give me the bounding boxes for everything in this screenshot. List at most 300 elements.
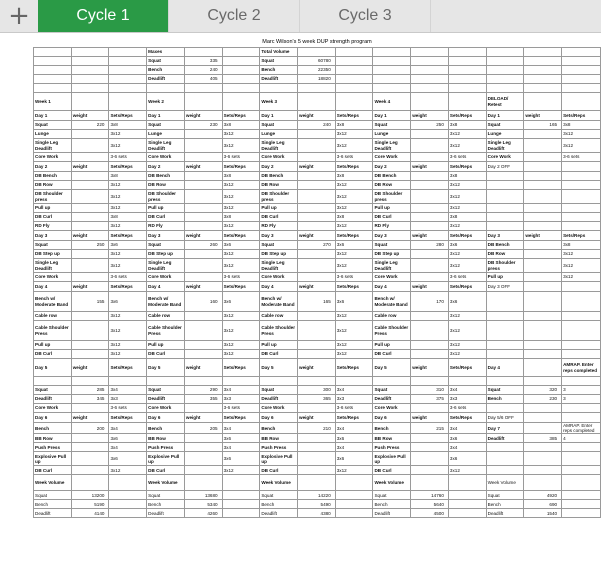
- empty-cell[interactable]: [524, 75, 562, 84]
- weight-value[interactable]: 270: [298, 241, 336, 250]
- day-header[interactable]: Day 5: [260, 359, 298, 377]
- weight-header[interactable]: weight: [298, 162, 336, 172]
- empty-cell[interactable]: [562, 222, 601, 231]
- exercise-label[interactable]: Single Leg Deadlift: [147, 139, 185, 153]
- exercise-label[interactable]: Squat: [147, 386, 185, 395]
- exercise-label[interactable]: DB Curl: [147, 466, 185, 475]
- sets-value[interactable]: 3x4: [448, 443, 486, 452]
- weight-value[interactable]: [184, 321, 222, 341]
- empty-cell[interactable]: [298, 377, 336, 386]
- empty-cell[interactable]: [411, 93, 449, 111]
- empty-cell[interactable]: [486, 204, 524, 213]
- exercise-label[interactable]: BB Row: [147, 434, 185, 443]
- empty-cell[interactable]: [222, 500, 260, 509]
- sets-header[interactable]: Sets/Reps: [109, 111, 147, 121]
- exercise-label[interactable]: Single Leg Deadlift: [373, 139, 411, 153]
- sets-value[interactable]: 3x12: [222, 466, 260, 475]
- exercise-label[interactable]: Lunge: [260, 130, 298, 139]
- sets-header[interactable]: Sets/Reps: [222, 231, 260, 241]
- empty-cell[interactable]: [222, 491, 260, 500]
- empty-cell[interactable]: [524, 413, 562, 423]
- empty-cell[interactable]: [448, 475, 486, 491]
- week-volume-label[interactable]: Week Volume: [486, 475, 524, 491]
- sets-value[interactable]: 3x12: [109, 341, 147, 350]
- weight-value[interactable]: [184, 452, 222, 466]
- volume-lift[interactable]: Deadlift: [147, 509, 185, 518]
- weight-value[interactable]: [411, 452, 449, 466]
- empty-cell[interactable]: [524, 93, 562, 111]
- exercise-label[interactable]: RD Fly: [373, 222, 411, 231]
- sets-header[interactable]: Sets/Reps: [448, 413, 486, 423]
- weight-value[interactable]: [71, 434, 109, 443]
- sets-value[interactable]: 3x12: [562, 139, 601, 153]
- exercise-label[interactable]: DB Shoulder press: [34, 190, 72, 204]
- exercise-label[interactable]: Single Leg Deadlift: [34, 259, 72, 273]
- exercise-label[interactable]: DB Row: [34, 181, 72, 190]
- empty-cell[interactable]: [562, 84, 601, 93]
- exercise-label[interactable]: Pull up: [147, 204, 185, 213]
- weight-value[interactable]: [71, 341, 109, 350]
- empty-cell[interactable]: [524, 350, 562, 359]
- sets-value[interactable]: 3x12: [222, 312, 260, 321]
- empty-cell[interactable]: [298, 93, 336, 111]
- exercise-label[interactable]: Bench w/ Moderate Band: [373, 292, 411, 312]
- exercise-label[interactable]: Core Work: [260, 404, 298, 413]
- sets-value[interactable]: 3x12: [109, 181, 147, 190]
- empty-cell[interactable]: [524, 404, 562, 413]
- day-header[interactable]: Day 5: [147, 359, 185, 377]
- weight-value[interactable]: [184, 204, 222, 213]
- empty-cell[interactable]: [411, 48, 449, 57]
- week-volume-label[interactable]: Week Volume: [147, 475, 185, 491]
- sets-value[interactable]: 3x6: [335, 241, 373, 250]
- weight-value[interactable]: [524, 273, 562, 282]
- sets-header[interactable]: Sets/Reps: [448, 231, 486, 241]
- weight-value[interactable]: [298, 341, 336, 350]
- exercise-label[interactable]: Core Work: [260, 153, 298, 162]
- empty-cell[interactable]: [562, 93, 601, 111]
- volume-value[interactable]: 5190: [71, 500, 109, 509]
- empty-cell[interactable]: [562, 57, 601, 66]
- empty-cell[interactable]: [411, 475, 449, 491]
- weight-value[interactable]: 385: [524, 434, 562, 443]
- exercise-label[interactable]: BB Row: [373, 434, 411, 443]
- empty-cell[interactable]: [524, 321, 562, 341]
- volume-lift[interactable]: Squat: [34, 491, 72, 500]
- volume-value[interactable]: 4260: [184, 509, 222, 518]
- exercise-label[interactable]: Bench: [260, 423, 298, 434]
- weight-value[interactable]: [411, 434, 449, 443]
- weight-value[interactable]: [71, 130, 109, 139]
- exercise-label[interactable]: Squat: [373, 121, 411, 130]
- day-header[interactable]: Day 7: [486, 423, 524, 434]
- weight-value[interactable]: [524, 259, 562, 273]
- weight-value[interactable]: [71, 443, 109, 452]
- weight-value[interactable]: [184, 443, 222, 452]
- empty-cell[interactable]: [222, 509, 260, 518]
- weight-header[interactable]: weight: [184, 282, 222, 292]
- weight-value[interactable]: 165: [298, 292, 336, 312]
- sets-value[interactable]: 3x8: [109, 172, 147, 181]
- weight-value[interactable]: [184, 350, 222, 359]
- exercise-label[interactable]: Lunge: [373, 130, 411, 139]
- sets-header[interactable]: Sets/Reps: [109, 359, 147, 377]
- week-header[interactable]: Week 1: [34, 93, 72, 111]
- sets-value[interactable]: 3x4: [335, 443, 373, 452]
- day-header[interactable]: Day 4: [486, 359, 524, 377]
- weight-value[interactable]: 160: [184, 292, 222, 312]
- weight-value[interactable]: [71, 404, 109, 413]
- weight-value[interactable]: [298, 443, 336, 452]
- total-volume-value[interactable]: 60780: [298, 57, 336, 66]
- weight-value[interactable]: 310: [411, 386, 449, 395]
- exercise-label[interactable]: DB Shoulder press: [486, 259, 524, 273]
- weight-value[interactable]: [411, 350, 449, 359]
- sets-value[interactable]: 3x6: [109, 241, 147, 250]
- weight-value[interactable]: [184, 341, 222, 350]
- weight-value[interactable]: [71, 250, 109, 259]
- day-header[interactable]: Day 1: [260, 111, 298, 121]
- empty-cell[interactable]: [524, 66, 562, 75]
- sets-header[interactable]: Sets/Reps: [335, 231, 373, 241]
- empty-cell[interactable]: [486, 66, 524, 75]
- weight-header[interactable]: weight: [71, 282, 109, 292]
- weight-value[interactable]: [184, 213, 222, 222]
- weight-value[interactable]: 280: [411, 241, 449, 250]
- empty-cell[interactable]: [486, 48, 524, 57]
- exercise-label[interactable]: Push Press: [373, 443, 411, 452]
- weight-value[interactable]: [524, 250, 562, 259]
- sets-value[interactable]: 3x12: [222, 341, 260, 350]
- empty-cell[interactable]: [562, 475, 601, 491]
- exercise-label[interactable]: DB Curl: [34, 466, 72, 475]
- exercise-label[interactable]: Pull up: [260, 341, 298, 350]
- weight-header[interactable]: weight: [298, 359, 336, 377]
- empty-cell[interactable]: [222, 377, 260, 386]
- empty-cell[interactable]: [562, 282, 601, 292]
- empty-cell[interactable]: [524, 443, 562, 452]
- exercise-label[interactable]: Push Press: [34, 443, 72, 452]
- empty-cell[interactable]: [335, 500, 373, 509]
- weight-value[interactable]: [298, 153, 336, 162]
- weight-value[interactable]: [298, 250, 336, 259]
- empty-cell[interactable]: [411, 57, 449, 66]
- empty-cell[interactable]: [524, 162, 562, 172]
- exercise-label[interactable]: Single Leg Deadlift: [373, 259, 411, 273]
- empty-cell[interactable]: [71, 84, 109, 93]
- empty-cell[interactable]: [335, 66, 373, 75]
- weight-value[interactable]: [411, 153, 449, 162]
- weight-value[interactable]: 230: [184, 121, 222, 130]
- sets-value[interactable]: 3x12: [109, 130, 147, 139]
- empty-cell[interactable]: [260, 84, 298, 93]
- sets-value[interactable]: 3x6: [222, 452, 260, 466]
- weight-value[interactable]: [71, 190, 109, 204]
- sets-value[interactable]: 3: [562, 395, 601, 404]
- empty-cell[interactable]: [109, 57, 147, 66]
- day-header[interactable]: Day 3: [34, 231, 72, 241]
- empty-cell[interactable]: [335, 93, 373, 111]
- max-label[interactable]: Deadlift: [147, 75, 185, 84]
- volume-lift[interactable]: Bench: [260, 500, 298, 509]
- weight-value[interactable]: [184, 273, 222, 282]
- total-volume-value[interactable]: 22350: [298, 66, 336, 75]
- weight-header[interactable]: weight: [411, 162, 449, 172]
- weight-value[interactable]: [411, 172, 449, 181]
- weight-value[interactable]: [524, 241, 562, 250]
- weight-value[interactable]: [184, 434, 222, 443]
- sets-value[interactable]: 3-6 sets: [222, 273, 260, 282]
- sets-value[interactable]: 3x12: [335, 222, 373, 231]
- day-header[interactable]: Day 4: [260, 282, 298, 292]
- max-value[interactable]: 240: [184, 66, 222, 75]
- exercise-label[interactable]: DB Row: [260, 181, 298, 190]
- weight-value[interactable]: 170: [411, 292, 449, 312]
- sets-value[interactable]: 3x12: [109, 312, 147, 321]
- weight-value[interactable]: [298, 466, 336, 475]
- empty-cell[interactable]: [562, 213, 601, 222]
- empty-cell[interactable]: [524, 222, 562, 231]
- weight-header[interactable]: weight: [411, 413, 449, 423]
- empty-cell[interactable]: [34, 84, 72, 93]
- weight-value[interactable]: 355: [184, 395, 222, 404]
- empty-cell[interactable]: [335, 75, 373, 84]
- empty-cell[interactable]: [486, 321, 524, 341]
- empty-cell[interactable]: [562, 321, 601, 341]
- exercise-label[interactable]: DB Bench: [486, 241, 524, 250]
- weight-value[interactable]: [184, 466, 222, 475]
- day-header[interactable]: Day 6: [147, 413, 185, 423]
- sets-value[interactable]: 3x12: [109, 139, 147, 153]
- sets-value[interactable]: 3x12: [448, 139, 486, 153]
- empty-cell[interactable]: [34, 75, 72, 84]
- empty-cell[interactable]: [34, 377, 72, 386]
- empty-cell[interactable]: [335, 57, 373, 66]
- sets-value[interactable]: 3x8: [222, 172, 260, 181]
- empty-cell[interactable]: [524, 181, 562, 190]
- empty-cell[interactable]: [524, 190, 562, 204]
- volume-value[interactable]: 14220: [298, 491, 336, 500]
- empty-cell[interactable]: [562, 204, 601, 213]
- volume-value[interactable]: 5340: [184, 500, 222, 509]
- weight-value[interactable]: [411, 181, 449, 190]
- total-volume-label[interactable]: Squat: [260, 57, 298, 66]
- sets-value[interactable]: 3x12: [448, 312, 486, 321]
- weight-value[interactable]: [71, 273, 109, 282]
- empty-cell[interactable]: [109, 84, 147, 93]
- empty-cell[interactable]: [109, 93, 147, 111]
- sets-value[interactable]: 3x12: [222, 204, 260, 213]
- day-header[interactable]: Day 3: [147, 231, 185, 241]
- sets-header[interactable]: Sets/Reps: [448, 282, 486, 292]
- exercise-label[interactable]: Bench: [486, 395, 524, 404]
- sets-value[interactable]: 3x12: [448, 181, 486, 190]
- empty-cell[interactable]: [34, 48, 72, 57]
- day-header[interactable]: Day 3: [260, 231, 298, 241]
- exercise-label[interactable]: Squat: [486, 386, 524, 395]
- day-header[interactable]: Day 4: [34, 282, 72, 292]
- exercise-label[interactable]: Squat: [373, 241, 411, 250]
- empty-cell[interactable]: [109, 377, 147, 386]
- volume-lift[interactable]: Squat: [373, 491, 411, 500]
- weight-value[interactable]: [298, 404, 336, 413]
- exercise-label[interactable]: Pull up: [373, 204, 411, 213]
- sets-value[interactable]: 3x12: [448, 130, 486, 139]
- week-header[interactable]: Week 3: [260, 93, 298, 111]
- empty-cell[interactable]: [71, 377, 109, 386]
- sets-value[interactable]: 3x12: [109, 259, 147, 273]
- day-off-label[interactable]: Day 5/6 OFF: [486, 413, 524, 423]
- exercise-label[interactable]: DB Bench: [34, 172, 72, 181]
- empty-cell[interactable]: [34, 66, 72, 75]
- sets-value[interactable]: 3x8: [222, 213, 260, 222]
- empty-cell[interactable]: [373, 48, 411, 57]
- sets-header[interactable]: Sets/Reps: [448, 111, 486, 121]
- sets-value[interactable]: 3x12: [448, 341, 486, 350]
- exercise-label[interactable]: Bench: [373, 423, 411, 434]
- empty-cell[interactable]: [486, 466, 524, 475]
- exercise-label[interactable]: Bench w/ Moderate Band: [34, 292, 72, 312]
- sets-value[interactable]: 3x12: [222, 130, 260, 139]
- volume-lift[interactable]: Deadlift: [260, 509, 298, 518]
- weight-value[interactable]: [298, 312, 336, 321]
- exercise-label[interactable]: Cable row: [147, 312, 185, 321]
- exercise-label[interactable]: Squat: [260, 121, 298, 130]
- weight-value[interactable]: 205: [184, 423, 222, 434]
- exercise-label[interactable]: Squat: [147, 121, 185, 130]
- empty-cell[interactable]: [562, 292, 601, 312]
- exercise-label[interactable]: Cable Shoulder Press: [34, 321, 72, 341]
- sets-value[interactable]: 3x6: [222, 292, 260, 312]
- weight-header[interactable]: weight: [411, 282, 449, 292]
- empty-cell[interactable]: [562, 443, 601, 452]
- empty-cell[interactable]: [562, 350, 601, 359]
- sets-value[interactable]: 3x12: [109, 466, 147, 475]
- weight-header[interactable]: weight: [184, 413, 222, 423]
- sets-value[interactable]: 3x6: [109, 434, 147, 443]
- weight-header[interactable]: weight: [71, 413, 109, 423]
- weight-value[interactable]: 285: [71, 386, 109, 395]
- empty-cell[interactable]: [109, 66, 147, 75]
- sets-value[interactable]: 3-6 sets: [335, 404, 373, 413]
- day-header[interactable]: Day 1: [34, 111, 72, 121]
- exercise-label[interactable]: DB Step up: [373, 250, 411, 259]
- sets-value[interactable]: 3x12: [448, 190, 486, 204]
- weight-value[interactable]: [411, 190, 449, 204]
- weight-value[interactable]: 260: [184, 241, 222, 250]
- weight-header[interactable]: weight: [524, 231, 562, 241]
- sets-value[interactable]: 3x4: [109, 423, 147, 434]
- sets-value[interactable]: 3x8: [448, 172, 486, 181]
- sets-value[interactable]: 3x4: [448, 386, 486, 395]
- weight-value[interactable]: [298, 139, 336, 153]
- exercise-label[interactable]: Squat: [34, 121, 72, 130]
- empty-cell[interactable]: [71, 93, 109, 111]
- day-header[interactable]: Day 5: [373, 359, 411, 377]
- exercise-label[interactable]: Core Work: [147, 153, 185, 162]
- volume-value[interactable]: 690: [524, 500, 562, 509]
- empty-cell[interactable]: [184, 377, 222, 386]
- amrap-note[interactable]: AMRAP. Enter reps completed: [562, 423, 601, 434]
- weight-value[interactable]: [411, 139, 449, 153]
- sets-value[interactable]: 3x12: [335, 321, 373, 341]
- weight-value[interactable]: [524, 139, 562, 153]
- empty-cell[interactable]: [298, 84, 336, 93]
- volume-value[interactable]: 14760: [411, 491, 449, 500]
- empty-cell[interactable]: [524, 282, 562, 292]
- weight-value[interactable]: [71, 321, 109, 341]
- sets-value[interactable]: 3x12: [335, 190, 373, 204]
- empty-cell[interactable]: [486, 452, 524, 466]
- exercise-label[interactable]: DB Step up: [34, 250, 72, 259]
- weight-value[interactable]: [298, 434, 336, 443]
- weight-value[interactable]: 240: [298, 121, 336, 130]
- sets-value[interactable]: 3-6 sets: [335, 153, 373, 162]
- empty-cell[interactable]: [335, 48, 373, 57]
- sets-value[interactable]: 3x8: [109, 121, 147, 130]
- weight-value[interactable]: [71, 139, 109, 153]
- empty-cell[interactable]: [486, 57, 524, 66]
- weight-header[interactable]: weight: [71, 359, 109, 377]
- day-header[interactable]: Day 1: [147, 111, 185, 121]
- weight-value[interactable]: 230: [524, 395, 562, 404]
- exercise-label[interactable]: DB Row: [486, 250, 524, 259]
- weight-header[interactable]: weight: [184, 162, 222, 172]
- weight-value[interactable]: [184, 139, 222, 153]
- sets-value[interactable]: 3x12: [222, 181, 260, 190]
- empty-cell[interactable]: [562, 172, 601, 181]
- volume-value[interactable]: 13680: [184, 491, 222, 500]
- sets-value[interactable]: 3-6 sets: [335, 273, 373, 282]
- empty-cell[interactable]: [184, 475, 222, 491]
- weight-value[interactable]: [298, 190, 336, 204]
- exercise-label[interactable]: DB Bench: [147, 172, 185, 181]
- sets-header[interactable]: Sets/Reps: [562, 231, 601, 241]
- empty-cell[interactable]: [335, 84, 373, 93]
- empty-cell[interactable]: [109, 509, 147, 518]
- sets-value[interactable]: 3x12: [109, 250, 147, 259]
- day-header[interactable]: Day 4: [147, 282, 185, 292]
- empty-cell[interactable]: [524, 48, 562, 57]
- weight-value[interactable]: 220: [71, 121, 109, 130]
- empty-cell[interactable]: [373, 57, 411, 66]
- empty-cell[interactable]: [222, 93, 260, 111]
- empty-cell[interactable]: [486, 404, 524, 413]
- exercise-label[interactable]: Cable Shoulder Press: [260, 321, 298, 341]
- sets-value[interactable]: 3-6 sets: [222, 153, 260, 162]
- sets-value[interactable]: 3x12: [222, 222, 260, 231]
- day-off-label[interactable]: Day 2 OFF: [486, 162, 524, 172]
- exercise-label[interactable]: Pull up: [34, 341, 72, 350]
- sets-header[interactable]: Sets/Reps: [335, 413, 373, 423]
- day-header[interactable]: Day 6: [34, 413, 72, 423]
- empty-cell[interactable]: [448, 57, 486, 66]
- weight-value[interactable]: [298, 321, 336, 341]
- exercise-label[interactable]: DB Row: [147, 181, 185, 190]
- volume-value[interactable]: 4500: [411, 509, 449, 518]
- exercise-label[interactable]: DB Bench: [260, 172, 298, 181]
- empty-cell[interactable]: [109, 491, 147, 500]
- exercise-label[interactable]: Lunge: [34, 130, 72, 139]
- weight-value[interactable]: [71, 213, 109, 222]
- empty-cell[interactable]: [184, 48, 222, 57]
- exercise-label[interactable]: DB Curl: [260, 466, 298, 475]
- exercise-label[interactable]: DB Step up: [260, 250, 298, 259]
- sets-value[interactable]: 3x12: [222, 259, 260, 273]
- empty-cell[interactable]: [486, 222, 524, 231]
- empty-cell[interactable]: [524, 172, 562, 181]
- sets-value[interactable]: 3x12: [222, 350, 260, 359]
